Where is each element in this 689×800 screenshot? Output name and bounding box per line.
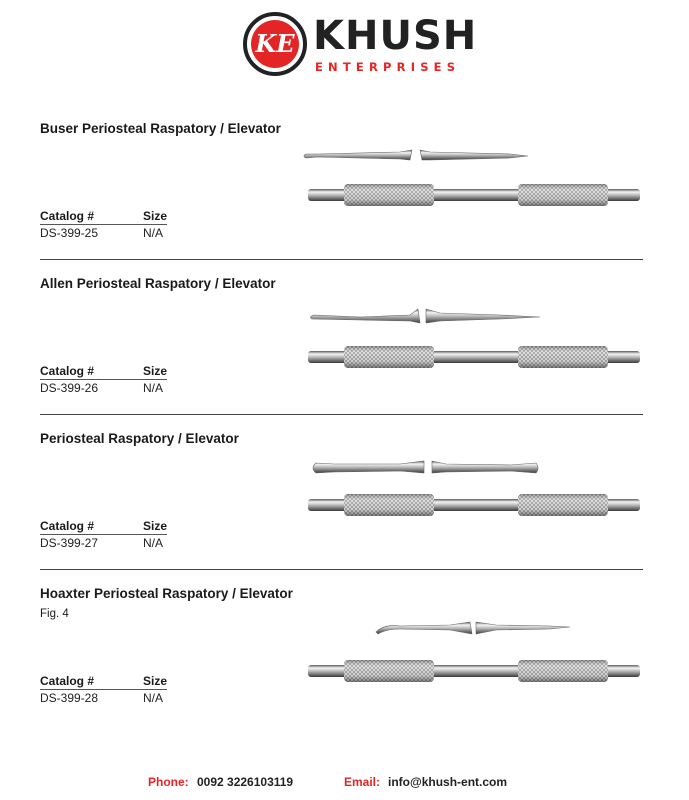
instrument-tips: [376, 622, 570, 634]
phone-label: Phone:: [148, 775, 189, 789]
catalog-header: Catalog #: [40, 519, 95, 533]
email-link[interactable]: info@khush-ent.com: [388, 775, 508, 789]
size-header: Size: [143, 209, 168, 223]
figure-label: Fig. 4: [40, 608, 69, 620]
instrument-tips: [313, 461, 538, 473]
size-value: N/A: [143, 226, 164, 240]
phone-number[interactable]: 0092 3226103119: [197, 775, 294, 789]
section-divider: [40, 569, 643, 570]
product-title: Hoaxter Periosteal Raspatory / Elevator: [40, 586, 293, 601]
size-header: Size: [143, 519, 168, 533]
size-header: Size: [143, 364, 168, 378]
header-rule: [40, 224, 167, 225]
catalog-number: DS-399-28: [40, 691, 99, 705]
logo-mark: KE: [255, 29, 295, 58]
instrument-image: [300, 449, 645, 529]
instrument-handle: [308, 346, 640, 368]
instrument-tips: [310, 309, 540, 323]
header-rule: [40, 379, 167, 380]
size-value: N/A: [143, 381, 164, 395]
logo-emblem: [243, 12, 307, 76]
contact-footer: [0, 775, 689, 791]
header-rule: [40, 689, 167, 690]
instrument-handle: [308, 184, 640, 206]
instrument-tips: [304, 150, 528, 160]
catalog-header: Catalog #: [40, 364, 95, 378]
email-label: Email:: [344, 775, 381, 789]
brand-tagline: ENTERPRISES: [315, 60, 461, 74]
instrument-image: [300, 293, 645, 373]
brand-name: KHUSH: [313, 13, 478, 59]
size-header: Size: [143, 674, 168, 688]
catalog-header: Catalog #: [40, 209, 95, 223]
size-value: N/A: [143, 536, 164, 550]
catalog-number: DS-399-27: [40, 536, 99, 550]
catalog-number: DS-399-25: [40, 226, 99, 240]
catalog-number: DS-399-26: [40, 381, 99, 395]
catalog-header: Catalog #: [40, 674, 95, 688]
instrument-handle: [308, 494, 640, 516]
section-divider: [40, 259, 643, 260]
instrument-image: [300, 138, 645, 218]
brand-logo: [243, 12, 478, 76]
header-rule: [40, 534, 167, 535]
product-title: Buser Periosteal Raspatory / Elevator: [40, 121, 281, 136]
instrument-handle: [308, 660, 640, 682]
product-title: Periosteal Raspatory / Elevator: [40, 431, 239, 446]
section-divider: [40, 414, 643, 415]
size-value: N/A: [143, 691, 164, 705]
product-title: Allen Periosteal Raspatory / Elevator: [40, 276, 276, 291]
instrument-image: [300, 612, 645, 692]
